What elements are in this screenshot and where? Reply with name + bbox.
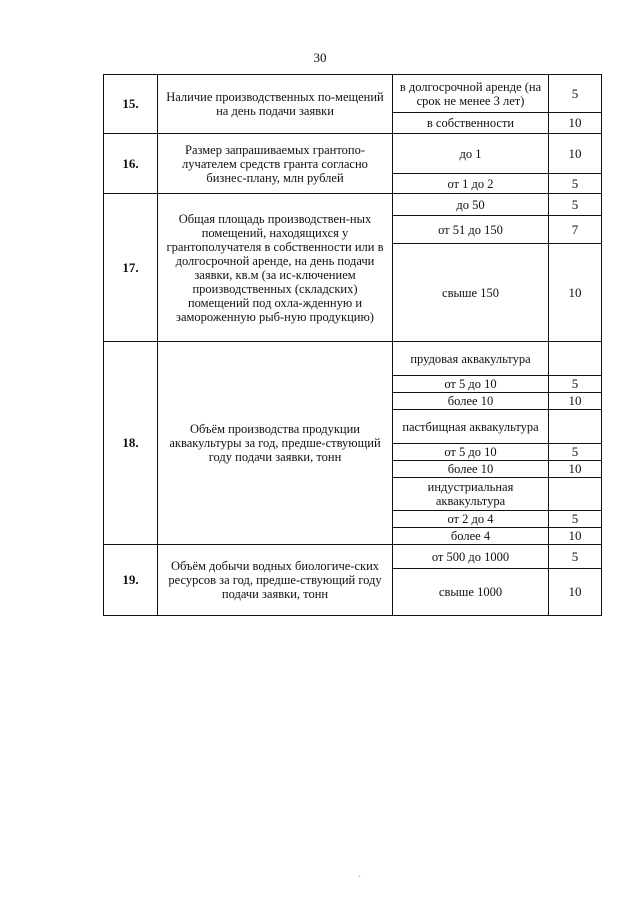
score-cell: 5 — [549, 75, 602, 113]
condition-cell: в собственности — [393, 113, 549, 134]
condition-cell: от 2 до 4 — [393, 511, 549, 528]
score-cell — [549, 410, 602, 444]
condition-cell: от 5 до 10 — [393, 444, 549, 461]
criterion-number: 17. — [104, 194, 158, 342]
page-number: 30 — [313, 50, 327, 65]
condition-cell: до 1 — [393, 134, 549, 174]
score-cell: 5 — [549, 174, 602, 194]
criterion-number: 19. — [104, 545, 158, 616]
score-cell: 7 — [549, 216, 602, 244]
score-cell: 5 — [549, 545, 602, 569]
condition-cell: более 10 — [393, 461, 549, 478]
score-cell: 10 — [549, 244, 602, 342]
condition-cell: от 500 до 1000 — [393, 545, 549, 569]
score-cell: 10 — [549, 569, 602, 616]
condition-cell: более 10 — [393, 393, 549, 410]
score-cell: 5 — [549, 511, 602, 528]
score-cell: 10 — [549, 528, 602, 545]
table-row — [104, 342, 602, 376]
group-header-cell: прудовая аквакультура — [393, 342, 549, 376]
criteria-table — [103, 74, 602, 616]
score-cell: 10 — [549, 461, 602, 478]
criterion-name: Наличие производственных по-мещений на день подачи заявки — [158, 75, 393, 134]
table-row — [104, 194, 602, 216]
criterion-name: Объём добычи водных биологиче-ских ресурсов за год, предше-ствующий году подачи заявки, тонн — [158, 545, 393, 616]
score-cell — [549, 478, 602, 511]
criterion-name: Объём производства продукции аквакультуры за год, предше-ствующий году подачи заявки, тонн — [158, 342, 393, 545]
criterion-name: Размер запрашиваемых грантопо-лучателем средств гранта согласно бизнес-плану, млн рублей — [158, 134, 393, 194]
condition-cell: от 5 до 10 — [393, 376, 549, 393]
condition-cell: свыше 1000 — [393, 569, 549, 616]
table-row — [104, 545, 602, 569]
score-cell: 10 — [549, 393, 602, 410]
table-row — [104, 75, 602, 113]
criterion-number: 16. — [104, 134, 158, 194]
score-cell — [549, 342, 602, 376]
condition-cell: от 1 до 2 — [393, 174, 549, 194]
condition-cell: более 4 — [393, 528, 549, 545]
condition-cell: в долгосрочной аренде (на срок не менее 3 лет) — [393, 75, 549, 113]
score-cell: 5 — [549, 376, 602, 393]
score-cell: 5 — [549, 444, 602, 461]
condition-cell: до 50 — [393, 194, 549, 216]
scan-mark: · — [358, 872, 362, 883]
group-header-cell: пастбищная аквакультура — [393, 410, 549, 444]
score-cell: 10 — [549, 134, 602, 174]
criterion-number: 18. — [104, 342, 158, 545]
criterion-name: Общая площадь производствен-ных помещений, находящихся у грантополучателя в собственности или в долгосрочной аренде, на день подачи заявки, кв.м (за ис-ключением производственных (складских) помещений под охла-жденную и замороженную рыб-ную продукцию) — [158, 194, 393, 342]
condition-cell: от 51 до 150 — [393, 216, 549, 244]
group-header-cell: индустриальная аквакультура — [393, 478, 549, 511]
table-row — [104, 134, 602, 174]
score-cell: 5 — [549, 194, 602, 216]
condition-cell: свыше 150 — [393, 244, 549, 342]
criterion-number: 15. — [104, 75, 158, 134]
score-cell: 10 — [549, 113, 602, 134]
